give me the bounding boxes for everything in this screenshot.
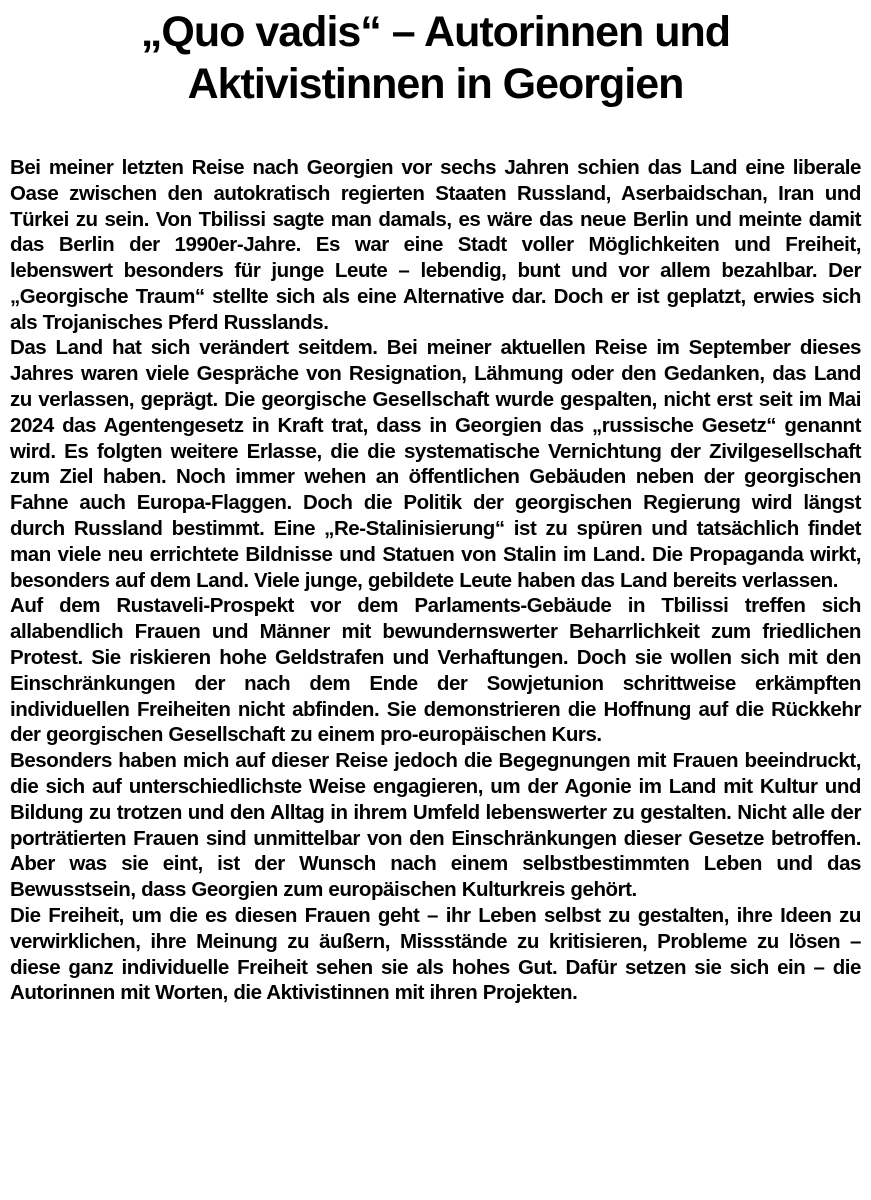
article-paragraph: Die Freiheit, um die es diesen Frauen geht – ihr Leben selbst zu gestalten, ihre Ideen zu verwirklichen, ihre Meinung zu äußern, Missstände zu kritisieren, Probleme zu lösen – diese ganz individuelle Freiheit sehen sie als hohes Gut. Dafür setzen sie sich ein – die Autorinnen mit Worten, die Aktivistinnen mit ihren Projekten.	[10, 904, 861, 1005]
article-body	[10, 155, 861, 1006]
article-paragraph: Bei meiner letzten Reise nach Georgien vor sechs Jahren schien das Land eine liberale Oase zwischen den autokratisch regierten Staaten Russland, Aserbaidschan, Iran und Türkei zu sein. Von Tbilissi sagte man damals, es wäre das neue Berlin und meinte damit das Berlin der 1990er-Jahre. Es war eine Stadt voller Möglichkeiten und Freiheit, lebenswert besonders für junge Leute – lebendig, bunt und vor allem bezahlbar. Der „Georgische Traum“ stellte sich als eine Alternative dar. Doch er ist geplatzt, erwies sich als Trojanisches Pferd Russlands.	[10, 155, 861, 334]
article-paragraph: Besonders haben mich auf dieser Reise jedoch die Begegnungen mit Frauen beeindruckt, die sich auf unterschiedlichste Weise engagieren, um der Agonie im Land mit Kultur und Bildung zu trotzen und den Alltag in ihrem Umfeld lebenswerter zu gestalten. Nicht alle der porträtierten Frauen sind unmittelbar von den Einschränkungen dieser Gesetze betroffen. Aber was sie eint, ist der Wunsch nach einem selbstbestimmten Leben und das Bewusstsein, dass Georgien zum europäischen Kulturkreis gehört.	[10, 749, 861, 902]
article-paragraph: Auf dem Rustaveli-Prospekt vor dem Parlaments-Gebäude in Tbilissi treffen sich allabendlich Frauen und Männer mit bewundernswerter Beharrlichkeit zum friedlichen Protest. Sie riskieren hohe Geldstrafen und Verhaftungen. Doch sie wollen sich mit den Einschränkungen der nach dem Ende der Sowjetunion schrittweise erkämpften individuellen Freiheiten nicht abfinden. Sie demonstrieren die Hoffnung auf die Rückkehr der georgischen Gesellschaft zu einem pro-europäischen Kurs.	[10, 594, 861, 747]
article-paragraph: Das Land hat sich verändert seitdem. Bei meiner aktuellen Reise im September dieses Jahres waren viele Gespräche von Resignation, Lähmung oder den Gedanken, das Land zu verlassen, geprägt. Die georgische Gesellschaft wurde gespalten, nicht erst seit im Mai 2024 das Agentengesetz in Kraft trat, dass in Georgien das „russische Gesetz“ genannt wird. Es folgten weitere Erlasse, die die systematische Vernichtung der Zivilgesellschaft zum Ziel haben. Noch immer wehen an öffentlichen Gebäuden neben der georgischen Fahne auch Europa-Flaggen. Doch die Politik der georgischen Regierung wird längst durch Russland bestimmt. Eine „Re-Stalinisierung“ ist zu spüren und tatsächlich findet man viele neu errichtete Bildnisse und Statuen von Stalin im Land. Die Propaganda wirkt, besonders auf dem Land. Viele junge, gebildete Leute haben das Land bereits verlassen.	[10, 336, 861, 592]
page-title: „Quo vadis“ – Autorinnen und Aktivistinnen in Georgien	[140, 8, 731, 109]
